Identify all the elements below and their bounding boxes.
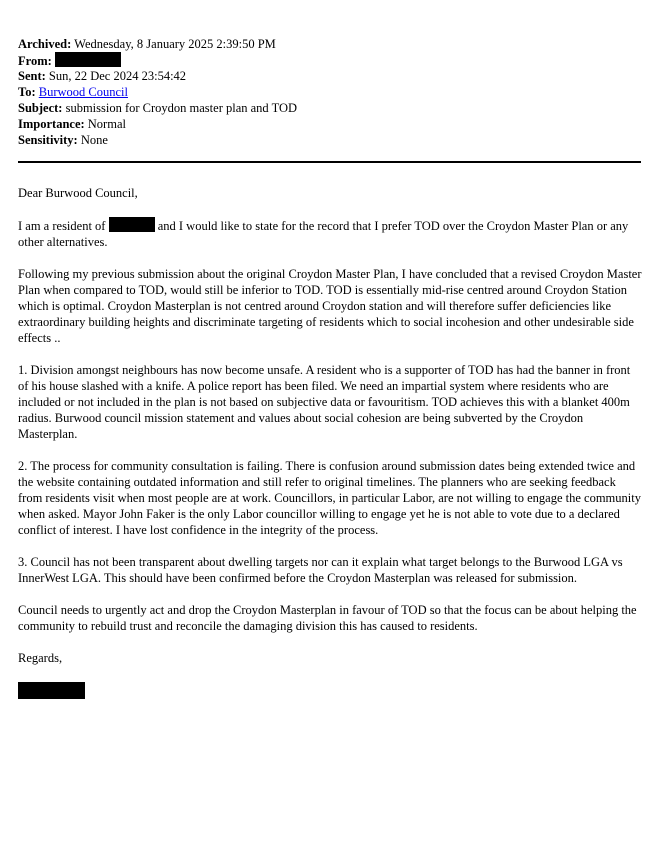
paragraph-resident-end: and I would like to state for the record that I prefer TOD over the Croydon Master Plan or any other alternatives.	[18, 219, 629, 249]
to-label: To:	[18, 85, 36, 99]
subject-row	[18, 100, 640, 116]
from-label: From:	[18, 54, 52, 68]
paragraph-previous-submission: Following my previous submission about the original Croydon Master Plan, I have concluded that a revised Croydon Master Plan when compared to TOD, would still be inferior to TOD. TOD is essentially mid-rise centred around Croydon Station which is optimal. Croydon Masterplan is not centred around Croydon station and will therefore suffer deficiencies like extraordinary building heights and discriminate targeting of residents which to social incohesion and other undesirable side effects ..	[18, 267, 642, 345]
header-divider	[18, 161, 641, 163]
sent-row	[18, 68, 640, 84]
sent-label: Sent:	[18, 69, 46, 83]
importance-label: Importance:	[18, 117, 85, 131]
paragraph-point-1: 1. Division amongst neighbours has now become unsafe. A resident who is a supporter of TOD has had the banner in front of his house slashed with a knife. A police report has been filed. We need an impartial system where residents who are included or not included in the plan is not based on subjective data or favouritism. TOD achieves this with a blanket 400m radius. Burwood council mission statement and values about social cohesion are being subverted by the Croydon Masterplan.	[18, 363, 631, 441]
archived-label: Archived:	[18, 37, 72, 51]
subject-value: submission for Croydon master plan and TOD	[65, 101, 298, 115]
from-redaction	[55, 52, 121, 67]
email-header	[18, 36, 640, 148]
sensitivity-label: Sensitivity:	[18, 133, 78, 147]
archived-row	[18, 36, 640, 52]
paragraph-conclusion: Council needs to urgently act and drop the Croydon Masterplan in favour of TOD so that the focus can be about helping the community to rebuild trust and reconcile the damaging division this has caused to residents.	[18, 603, 637, 633]
paragraph-resident	[18, 217, 643, 250]
to-link[interactable]: Burwood Council	[38, 85, 128, 99]
paragraph-resident-start: I am a resident of	[18, 219, 106, 233]
signature	[18, 682, 643, 699]
sent-value: Sun, 22 Dec 2024 23:54:42	[48, 69, 187, 83]
importance-row	[18, 116, 640, 132]
from-row	[18, 52, 640, 68]
importance-value: Normal	[87, 117, 126, 131]
closing: Regards,	[18, 651, 63, 665]
archived-value: Wednesday, 8 January 2025 2:39:50 PM	[74, 37, 276, 51]
paragraph-point-3: 3. Council has not been transparent about dwelling targets nor can it explain what target belongs to the Burwood LGA vs InnerWest LGA. This should have been confirmed before the Croydon Masterplan was released for submission.	[18, 555, 623, 585]
to-row	[18, 84, 640, 100]
signature-redaction	[18, 682, 85, 699]
paragraph-point-2: 2. The process for community consultation is failing. There is confusion around submission dates being extended twice and the website containing outdated information and still refer to original timelines. The planners who are seeking feedback from residents visit when most people are at work. Councillors, in particular Labor, are not willing to engage the community when asked. Mayor John Faker is the only Labor councillor willing to engage yet he is not able to vote due to a declared conflict of interest. I have lost confidence in the integrity of the process.	[18, 459, 641, 537]
sensitivity-value: None	[80, 133, 108, 147]
location-redaction	[109, 217, 155, 232]
email-body	[18, 185, 643, 699]
sensitivity-row	[18, 132, 640, 148]
subject-label: Subject:	[18, 101, 63, 115]
greeting: Dear Burwood Council,	[18, 186, 138, 200]
